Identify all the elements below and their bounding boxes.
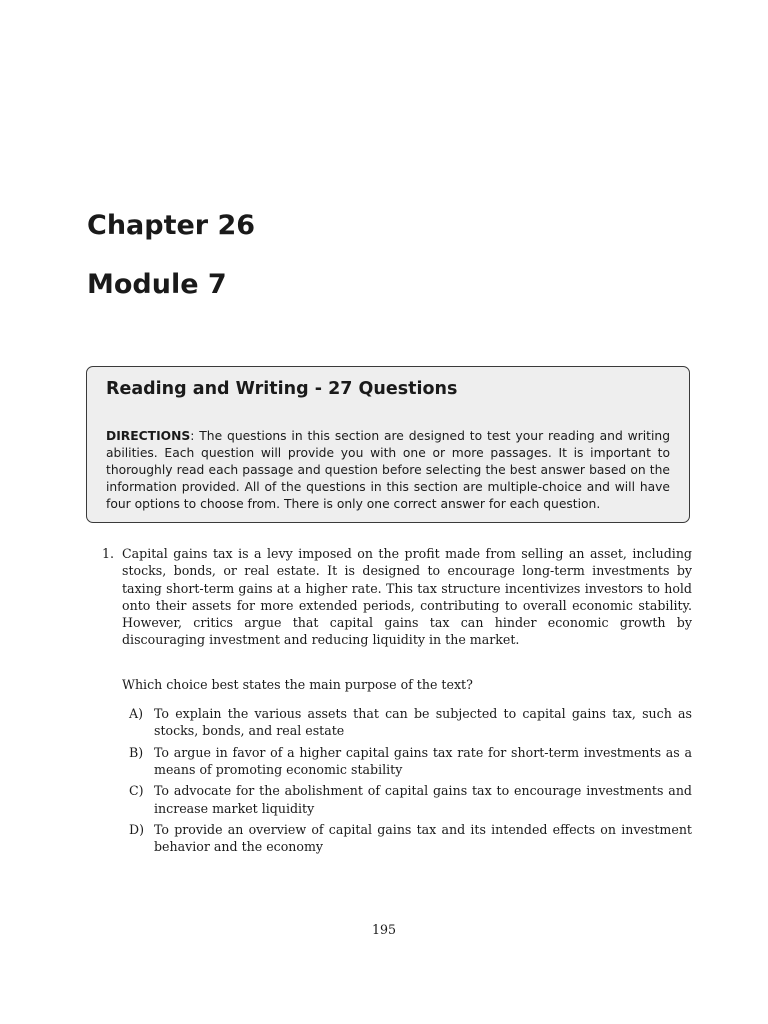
section-info-box (86, 366, 690, 523)
answer-choices (102, 705, 692, 855)
module-title: Module 7 (87, 269, 227, 300)
question-number: 1. (102, 546, 115, 561)
answer-choice-a[interactable] (102, 705, 692, 740)
choice-letter: D) (129, 821, 145, 837)
directions-body: : The questions in this section are designed to test your reading and writing abilities. Each question will provide you with one or more passages. It is important to thoroughly read each passage and question before selecting the best answer based on the information provided. All of the questions in this section are multiple-choice and will have four options to choose from. There is only one correct answer for each question. (106, 429, 670, 511)
chapter-title: Chapter 26 (87, 210, 256, 241)
directions-label: DIRECTIONS (106, 429, 191, 443)
choice-text: To argue in favor of a higher capital gains tax rate for short-term investments as a means of promoting economic stability (154, 744, 692, 777)
question-prompt: Which choice best states the main purpose of the text? (122, 676, 473, 692)
section-title: Reading and Writing - 27 Questions (106, 379, 458, 399)
choice-text: To explain the various assets that can be subjected to capital gains tax, such as stocks, bonds, and real estate (154, 706, 692, 739)
choice-letter: C) (129, 783, 144, 799)
choice-text: To provide an overview of capital gains tax and its intended effects on investment behavior and the economy (154, 821, 692, 855)
question-passage: Capital gains tax is a levy imposed on the profit made from selling an asset, including stocks, bonds, or real estate. It is designed to encourage long-term investments by taxing short-term gains at a higher rate. This tax structure incentivizes investors to hold onto their assets for more extended periods, contributing to overall economic stability. However, critics argue that capital gains tax can hinder economic growth by discouraging investment and reducing liquidity in the market. (122, 546, 692, 648)
question-1 (102, 545, 692, 859)
answer-choice-b[interactable] (102, 744, 692, 779)
answer-choice-c[interactable] (102, 782, 692, 817)
choice-letter: B) (129, 744, 144, 760)
choice-text: To advocate for the abolishment of capital gains tax to encourage investments and increase market liquidity (154, 783, 692, 816)
directions-text (106, 428, 670, 513)
answer-choice-d[interactable] (102, 821, 692, 856)
page-number: 195 (371, 922, 397, 937)
choice-letter: A) (129, 706, 144, 722)
